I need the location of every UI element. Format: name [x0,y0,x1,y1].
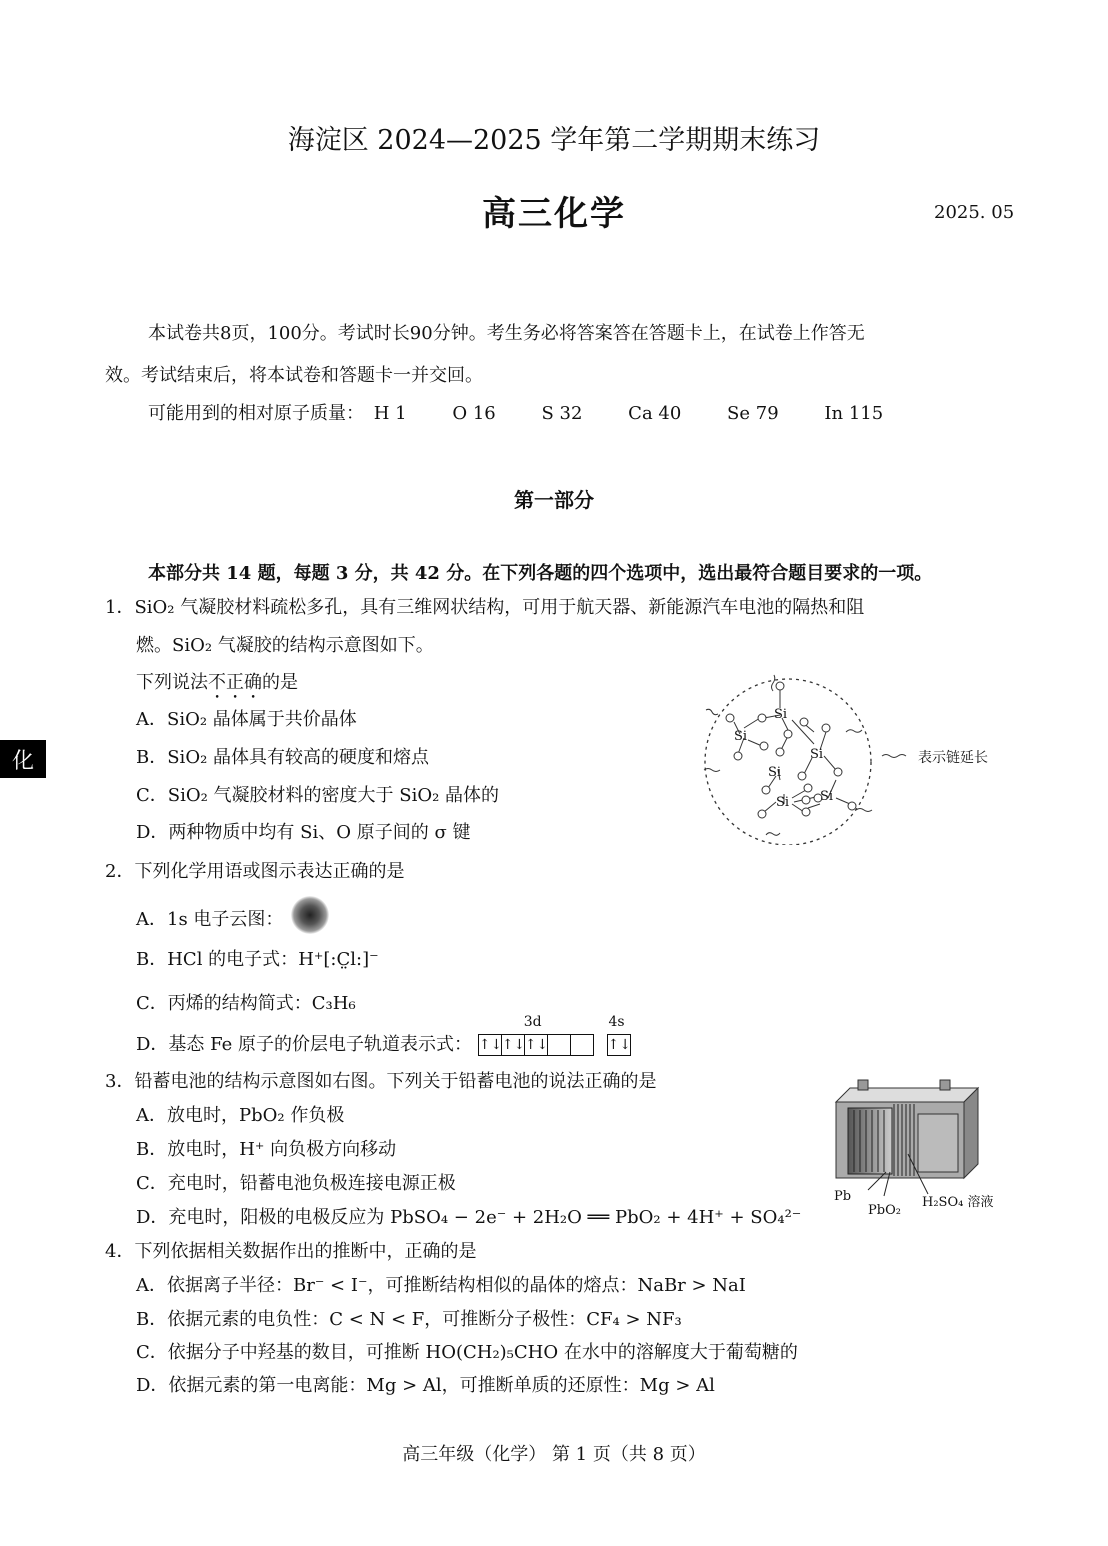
section-intro: 本部分共 14 题，每题 3 分，共 42 分。在下列各题的四个选项中，选出最符合题目要求的一项。 [148,563,933,584]
instructions-line-2: 效。考试结束后，将本试卷和答题卡一并交回。 [105,365,483,386]
q1-ask-emphasis: 不正确 [208,672,262,693]
orbital-box: ↑↓ [501,1034,525,1056]
orbital-box [570,1034,594,1056]
q3-option-a: A．放电时，PbO₂ 作负极 [136,1105,345,1126]
si-atom-label: Si [810,747,824,762]
page-footer: 高三年级（化学） 第 1 页（共 8 页） [402,1444,706,1465]
orbital-4s-label: 4s [608,1014,625,1030]
lead-acid-battery-diagram [828,1074,1018,1220]
chain-extension-legend: 表示链延长 [918,750,988,766]
orbital-3d-label: 3d [523,1014,542,1030]
si-atom-label: Si [734,729,748,744]
atomic-mass-item: S 32 [541,403,583,424]
si-atom-label: Si [774,707,788,722]
q3-option-c: C．充电时，铅蓄电池负极连接电源正极 [136,1173,456,1194]
q1-stem-line-2: 燃。SiO₂ 气凝胶的结构示意图如下。 [136,635,434,656]
subject-side-tab: 化 [0,740,46,778]
subject-title: 高三化学 [482,194,626,234]
orbital-box [547,1034,571,1056]
q1-ask-post: 的是 [262,672,298,693]
q4-option-c: C．依据分子中羟基的数目，可推断 HO(CH₂)₅CHO 在水中的溶解度大于葡萄糖的 [136,1342,798,1363]
q2-option-d-text: D．基态 Fe 原子的价层电子轨道表示式： [136,1034,473,1055]
exam-date: 2025. 05 [934,202,1015,223]
pbo2-electrode-label: PbO₂ [868,1203,901,1218]
q3-option-d: D．充电时，阳极的电极反应为 PbSO₄ − 2e⁻ + 2H₂O ══ PbO₂ + 4H⁺ + SO₄²⁻ [136,1207,802,1228]
q3-stem: 3．铅蓄电池的结构示意图如右图。下列关于铅蓄电池的说法正确的是 [105,1071,657,1092]
electron-cloud-icon [291,896,329,934]
atomic-mass-item: Se 79 [727,403,779,424]
si-atom-label: Si [768,765,782,780]
si-atom-label: Si [776,795,790,810]
q1-ask-pre: 下列说法 [136,672,208,693]
q1-option-d: D．两种物质中均有 Si、O 原子间的 σ 键 [136,822,471,843]
q1-stem-line-1: 1．SiO₂ 气凝胶材料疏松多孔，具有三维网状结构，可用于航天器、新能源汽车电池的隔热和阻 [105,597,865,618]
sio2-aerogel-structure-diagram [696,670,1016,845]
q1-option-c: C．SiO₂ 气凝胶材料的密度大于 SiO₂ 晶体的 [136,785,500,806]
atomic-masses [148,404,883,424]
hcl-electron-formula: H⁺[:C̤l:]⁻ [298,949,379,970]
q4-option-b: B．依据元素的电负性：C < N < F，可推断分子极性：CF₄ > NF₃ [136,1309,682,1330]
orbital-3d-group [478,1014,593,1056]
h2so4-solution-label: H₂SO₄ 溶液 [922,1195,994,1210]
instructions-line-1: 本试卷共8页，100分。考试时长90分钟。考生务必将答案答在答题卡上，在试卷上作答无 [148,323,865,344]
orbital-box: ↑↓ [524,1034,548,1056]
si-atom-label: Si [820,789,834,804]
orbital-box: ↑↓ [607,1034,631,1056]
exam-title: 海淀区 2024—2025 学年第二学期期末练习 [287,125,821,156]
atomic-mass-item: O 16 [452,403,496,424]
q4-option-a: A．依据离子半径：Br⁻ < I⁻，可推断结构相似的晶体的熔点：NaBr > NaI [136,1275,746,1296]
orbital-box: ↑↓ [478,1034,502,1056]
orbital-4s-group [607,1014,631,1056]
pb-electrode-label: Pb [834,1189,852,1204]
q2-option-a-text: A．1s 电子云图： [136,909,284,930]
atomic-masses-label: 可能用到的相对原子质量： [148,403,364,424]
atomic-mass-item: H 1 [373,403,407,424]
q2-option-b [136,950,379,970]
q4-stem: 4．下列依据相关数据作出的推断中，正确的是 [105,1241,477,1262]
q4-option-d: D．依据元素的第一电离能：Mg > Al，可推断单质的还原性：Mg > Al [136,1375,715,1396]
q1-question [136,672,298,703]
q1-option-a: A．SiO₂ 晶体属于共价晶体 [136,709,357,730]
q2-option-a [136,906,329,934]
q2-stem: 2．下列化学用语或图示表达正确的是 [105,861,405,882]
q2-option-d [136,1014,631,1056]
atomic-mass-item: In 115 [824,403,884,424]
q3-option-b: B．放电时，H⁺ 向负极方向移动 [136,1139,397,1160]
q1-option-b: B．SiO₂ 晶体具有较高的硬度和熔点 [136,747,430,768]
atomic-mass-item: Ca 40 [628,403,682,424]
section-title: 第一部分 [514,488,594,512]
q2-option-b-text: B．HCl 的电子式： [136,949,299,970]
q2-option-c: C．丙烯的结构简式：C₃H₆ [136,993,356,1014]
